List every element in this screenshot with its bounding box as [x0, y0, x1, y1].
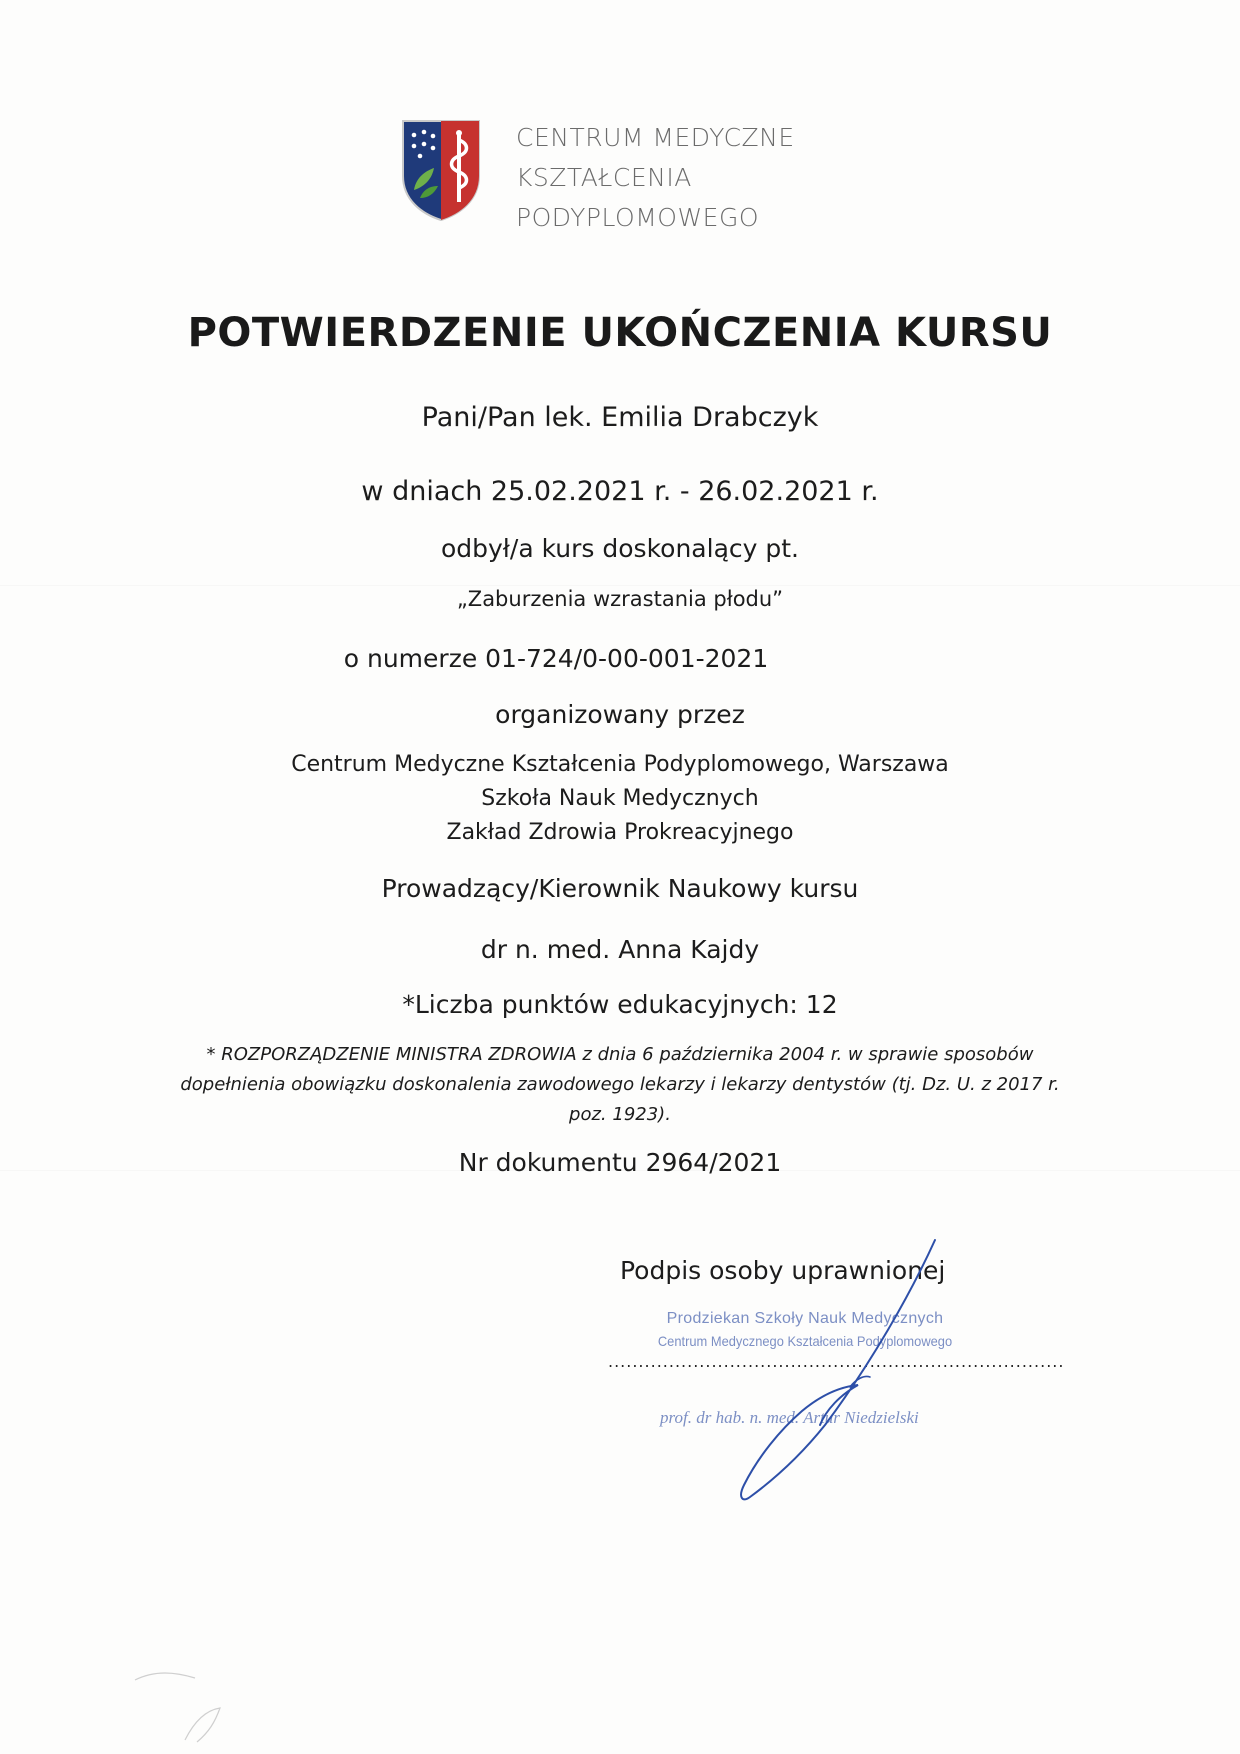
organization-name-line: KSZTAŁCENIA: [516, 163, 692, 192]
organizer-line: Szkoła Nauk Medycznych: [481, 786, 759, 811]
signature-label: Podpis osoby uprawnionej: [620, 1256, 946, 1285]
pencil-mark-icon: [125, 1660, 235, 1750]
organizer-line: Centrum Medyczne Kształcenia Podyplomowego, Warszawa: [291, 752, 949, 777]
document-title: POTWIERDZENIE UKOŃCZENIA KURSU: [187, 310, 1053, 356]
organization-name-line: CENTRUM MEDYCZNE: [516, 123, 795, 152]
paper-fold-line: [0, 585, 1240, 586]
medical-crest-icon: [400, 118, 482, 222]
course-lead-label: Prowadzący/Kierownik Naukowy kursu: [381, 874, 859, 903]
course-dates: w dniach 25.02.2021 r. - 26.02.2021 r.: [361, 476, 879, 507]
footnote-line: dopełnienia obowiązku doskonalenia zawodowego lekarzy i lekarzy dentystów (tj. Dz. U. z 2017 r.: [180, 1074, 1060, 1095]
course-lead-name: dr n. med. Anna Kajdy: [480, 935, 760, 964]
stamp-signatory-name: prof. dr hab. n. med. Artur Niedzielski: [660, 1408, 919, 1427]
handwritten-signature-icon: [730, 1235, 950, 1505]
organization-name-line: PODYPLOMOWEGO: [516, 203, 760, 232]
signature-dotted-line: ...........................................................................: [608, 1352, 1065, 1371]
organization-name: [516, 118, 795, 238]
header-logo: [400, 118, 820, 232]
recipient-name: Pani/Pan lek. Emilia Drabczyk: [421, 402, 819, 433]
course-type: odbył/a kurs doskonalący pt.: [440, 534, 800, 563]
education-points: *Liczba punktów edukacyjnych: 12: [402, 990, 838, 1019]
course-title: „Zaburzenia wzrastania płodu”: [456, 587, 784, 611]
document-number: Nr dokumentu 2964/2021: [458, 1148, 782, 1177]
organized-by-label: organizowany przez: [495, 700, 745, 729]
stamp-institution-line: Centrum Medycznego Kształcenia Podyplomowego: [657, 1333, 953, 1349]
regulation-footnote: [110, 1040, 1130, 1130]
organizer-line: Zakład Zdrowia Prokreacyjnego: [446, 820, 794, 845]
course-number: o numerze 01-724/0-00-001-2021: [343, 644, 769, 673]
footnote-line: * ROZPORZĄDZENIE MINISTRA ZDROWIA z dnia 6 października 2004 r. w sprawie sposobów: [206, 1044, 1034, 1065]
footnote-line: poz. 1923).: [569, 1104, 671, 1125]
stamp-title-line: Prodziekan Szkoły Nauk Medycznych: [666, 1310, 944, 1327]
